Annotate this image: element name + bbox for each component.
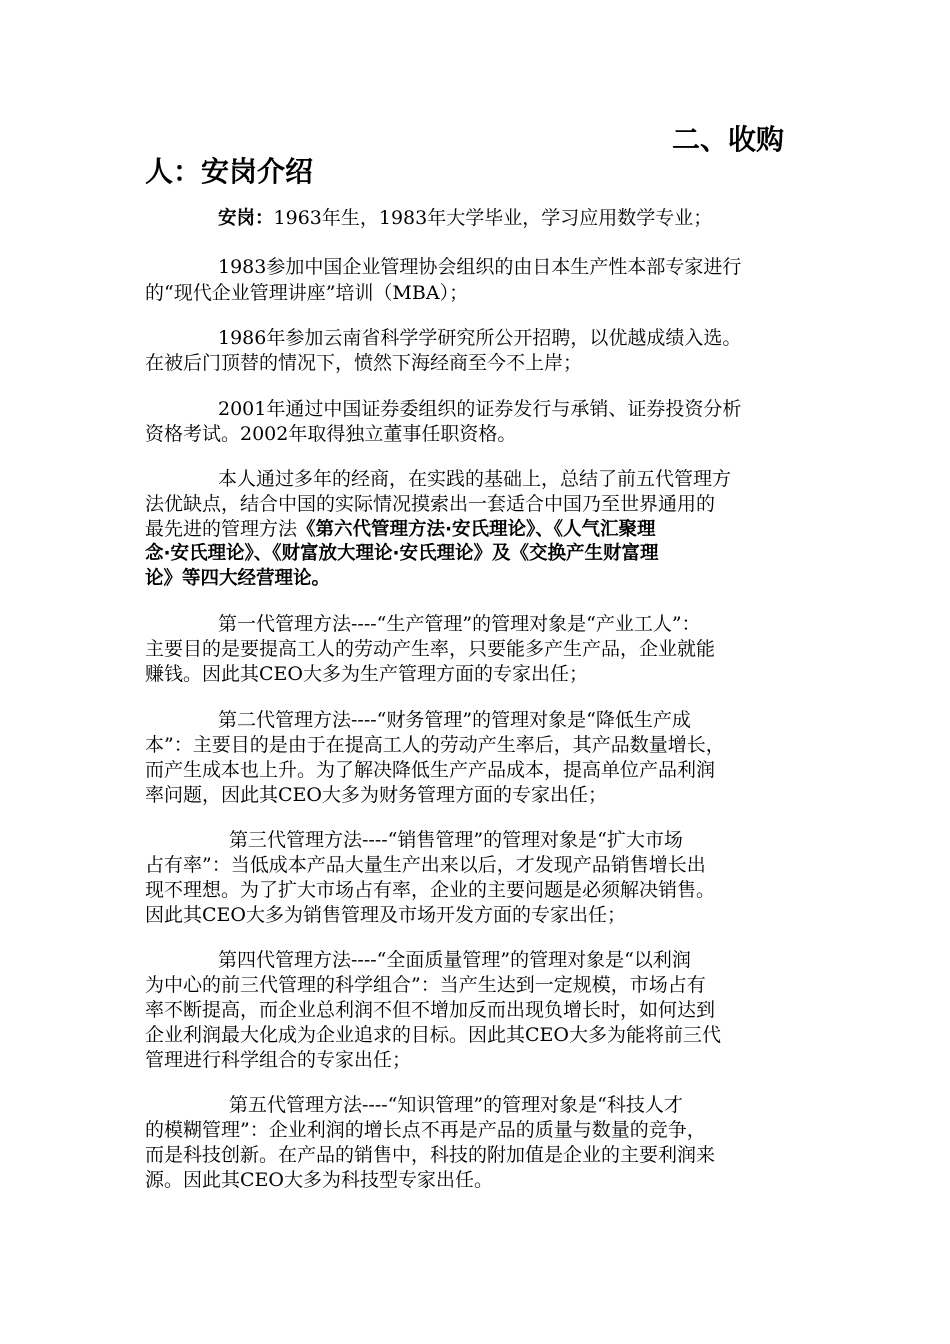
p8-line-2: 为中心的前三代管理的科学组合”：当产生达到一定规模，市场占有	[145, 974, 706, 996]
p4-line-1: 本人通过多年的经商，在实践的基础上，总结了前五代管理方	[218, 468, 732, 490]
p6-line-1: 第二代管理方法----“财务管理”的管理对象是“降低生产成	[218, 709, 691, 731]
p2-line-1: 1986年参加云南省科学学研究所公开招聘，以优越成绩入选。	[218, 327, 742, 349]
p4-line-3-bold: 《第六代管理方法·安氏理论》、《人气汇聚理	[297, 519, 656, 540]
p4-line-4: 念·安氏理论》、《财富放大理论·安氏理论》及《交换产生财富理	[145, 543, 659, 564]
p7-line-1: 第三代管理方法----“销售管理”的管理对象是“扩大市场	[229, 829, 683, 851]
p8-line-1: 第四代管理方法----“全面质量管理”的管理对象是“以利润	[218, 949, 691, 971]
p5-line-3: 赚钱。因此其CEO大多为生产管理方面的专家出任；	[145, 663, 588, 685]
p4-line-2: 法优缺点，结合中国的实际情况摸索出一套适合中国乃至世界通用的	[145, 493, 716, 515]
p6-line-3: 而产生成本也上升。为了解决降低生产产品成本，提高单位产品利润	[145, 759, 716, 781]
p9-line-1: 第五代管理方法----“知识管理”的管理对象是“科技人才	[229, 1094, 683, 1116]
p7-line-4: 因此其CEO大多为销售管理及市场开发方面的专家出任；	[145, 904, 626, 926]
p4-line-3-plain: 最先进的管理方法	[145, 518, 298, 540]
p2-line-2: 在被后门顶替的情况下，愤然下海经商至今不上岸；	[145, 352, 583, 374]
p7-line-3: 现不理想。为了扩大市场占有率，企业的主要问题是必须解决销售。	[145, 879, 716, 901]
section-heading-line-2: 人：安岗介绍	[145, 155, 314, 188]
intro-label: 安岗：	[218, 208, 274, 229]
p6-line-4: 率问题，因此其CEO大多为财务管理方面的专家出任；	[145, 784, 607, 806]
p8-line-4: 企业利润最大化成为企业追求的目标。因此其CEO大多为能将前三代	[145, 1024, 721, 1046]
p8-line-3: 率不断提高，而企业总利润不但不增加反而出现负增长时，如何达到	[145, 999, 716, 1021]
p9-line-2: 的模糊管理”：企业利润的增长点不再是产品的质量与数量的竞争，	[145, 1119, 706, 1141]
p4-line-3	[145, 516, 820, 543]
p3-line-2: 资格考试。2002年取得独立董事任职资格。	[145, 423, 517, 445]
p7-line-2: 占有率”：当低成本产品大量生产出来以后，才发现产品销售增长出	[145, 854, 706, 876]
p9-line-3: 而是科技创新。在产品的销售中，科技的附加值是企业的主要利润来	[145, 1144, 716, 1166]
p6-line-2: 本”：主要目的是由于在提高工人的劳动产生率后，其产品数量增长，	[145, 734, 725, 756]
intro-text: 1963年生，1983年大学毕业，学习应用数学专业；	[273, 207, 713, 229]
p4-line-5: 论》等四大经营理论。	[145, 568, 331, 589]
p5-line-1: 第一代管理方法----“生产管理”的管理对象是“产业工人”：	[218, 613, 701, 635]
p1-line-1: 1983参加中国企业管理协会组织的由日本生产性本部专家进行	[218, 256, 742, 278]
p1-line-2: 的“现代企业管理讲座”培训（MBA）；	[145, 282, 469, 304]
p3-line-1: 2001年通过中国证券委组织的证券发行与承销、证券投资分析	[218, 398, 742, 420]
p8-line-5: 管理进行科学组合的专家出任；	[145, 1049, 412, 1071]
p5-line-2: 主要目的是要提高工人的劳动产生率，只要能多产生产品，企业就能	[145, 638, 716, 660]
intro-paragraph	[145, 205, 820, 232]
section-heading-line-1: 二、收购	[672, 123, 785, 156]
p9-line-4: 源。因此其CEO大多为科技型专家出任。	[145, 1169, 493, 1191]
